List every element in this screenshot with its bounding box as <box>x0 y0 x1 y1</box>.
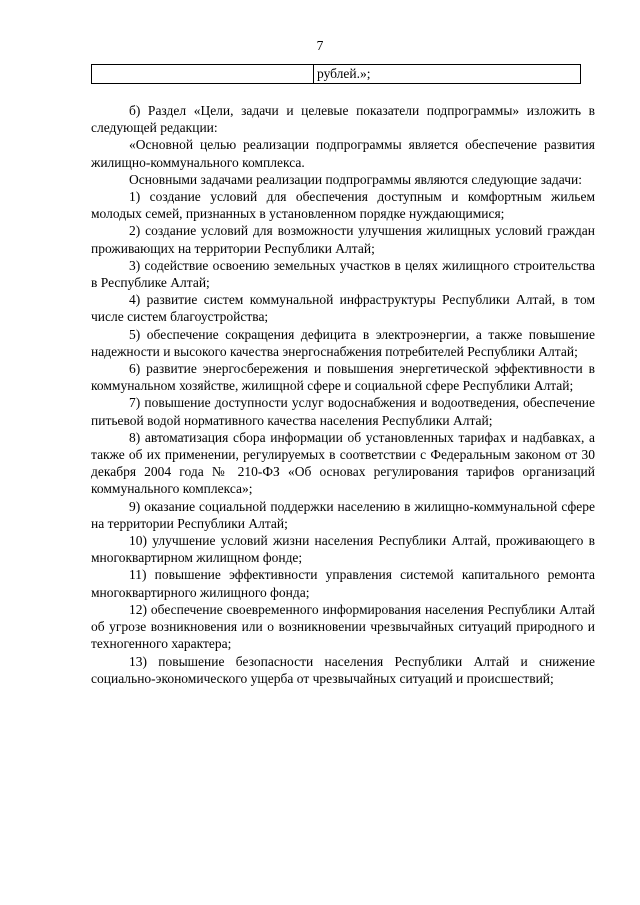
task-item-9: 9) оказание социальной поддержки населению в жилищно-коммунальной сфере на территории Республики Алтай; <box>91 498 595 531</box>
task-item-7: 7) повышение доступности услуг водоснабжения и водоотведения, обеспечение питьевой водой нормативного качества населения Республики Алтай; <box>91 395 595 428</box>
task-item-4: 4) развитие систем коммунальной инфраструктуры Республики Алтай, в том числе систем благоустройства; <box>91 292 595 325</box>
page-number: 7 <box>316 38 324 53</box>
task-item-1: 1) создание условий для обеспечения доступным и комфортным жильем молодых семей, признанных в установленном порядке нуждающимися; <box>91 189 595 222</box>
task-item-13: 13) повышение безопасности населения Республики Алтай и снижение социально-экономического ущерба от чрезвычайных ситуаций и происшествий; <box>91 653 595 686</box>
task-item-11: 11) повышение эффективности управления системой капитального ремонта многоквартирного жилищного фонда; <box>91 567 595 600</box>
task-item-6: 6) развитие энергосбережения и повышения энергетической эффективности в коммунальном хозяйстве, жилищной сфере и социальной сфере Республики Алтай; <box>91 361 595 394</box>
task-item-3: 3) содействие освоению земельных участков в целях жилищного строительства в Республике Алтай; <box>91 257 595 291</box>
task-item-5: 5) обеспечение сокращения дефицита в электроэнергии, а также повышение надежности и высокого качества энергоснабжения потребителей Республики Алтай; <box>91 326 595 359</box>
document-body <box>91 102 595 687</box>
paragraph-section-b: б) Раздел «Цели, задачи и целевые показатели подпрограммы» изложить в следующей редакции: <box>91 103 595 136</box>
table-cell-left <box>92 65 314 83</box>
task-item-8: 8) автоматизация сбора информации об установленных тарифах и надбавках, а также об их применении, регулируемых в соответствии с Федеральным законом от 30 декабря 2004 года № 210-ФЗ «Об основах регулирования тарифов организаций коммунального комплекса»; <box>91 429 595 497</box>
task-item-2: 2) создание условий для возможности улучшения жилищных условий граждан проживающих на территории Республики Алтай; <box>91 223 595 256</box>
task-item-10: 10) улучшение условий жизни населения Республики Алтай, проживающего в многоквартирном жилищном фонде; <box>91 533 595 566</box>
table-cell-right: рублей.»; <box>317 66 371 81</box>
paragraph-main-goal: «Основной целью реализации подпрограммы является обеспечение развития жилищно-коммунального комплекса. <box>91 137 595 170</box>
task-item-12: 12) обеспечение своевременного информирования населения Республики Алтай об угрозе возникновения или о возникновении чрезвычайных ситуаций природного и техногенного характера; <box>91 601 595 652</box>
paragraph-tasks-intro: Основными задачами реализации подпрограммы являются следующие задачи: <box>129 171 582 187</box>
table-fragment <box>91 64 581 84</box>
